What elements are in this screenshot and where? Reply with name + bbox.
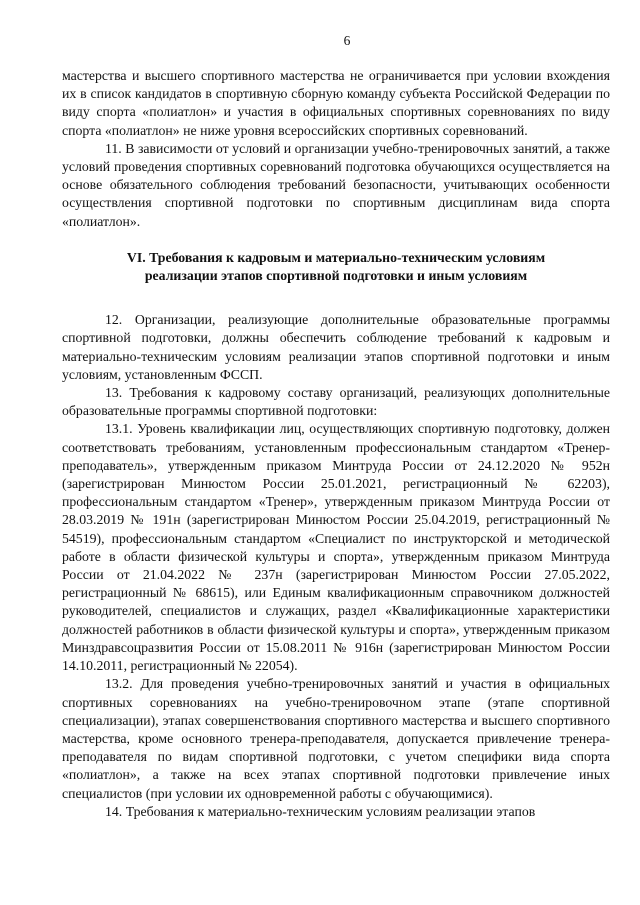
page-number: 6 bbox=[343, 33, 351, 48]
section-heading-line-1: VI. Требования к кадровым и материально-техническим условиям bbox=[126, 249, 546, 265]
section-heading bbox=[62, 249, 610, 285]
paragraph-12: 12. Организации, реализующие дополнительные образовательные программы спортивной подготовки, должны обеспечить соблюдение требований к кадровым и материально-техническим условиям реализации этапов спортивной подготовки и иным условиям, установленным ФССП. bbox=[62, 312, 610, 382]
paragraph-14: 14. Требования к материально-техническим условиям реализации этапов bbox=[105, 803, 536, 819]
section-heading-line-2: реализации этапов спортивной подготовки и иным условиям bbox=[144, 268, 528, 284]
paragraph-11: 11. В зависимости от условий и организации учебно-тренировочных занятий, а также условий проведения спортивных соревнований подготовка обучающихся осуществляется на основе обязательного соблюдения требований безопасности, учитывающих особенности осуществления спортивной подготовки по спортивным дисциплинам вида спорта «полиатлон». bbox=[62, 140, 610, 229]
paragraph-13: 13. Требования к кадровому составу организаций, реализующих дополнительные образовательные программы спортивной подготовки: bbox=[62, 385, 610, 419]
paragraph-13-2: 13.2. Для проведения учебно-тренировочных занятий и участия в официальных спортивных соревнованиях на учебно-тренировочном этапе (этапе спортивной специализации), этапах совершенствования спортивного мастерства и высшего спортивного мастерства, кроме основного тренера-преподавателя, допускается привлечение тренера-преподавателя по видам спортивной подготовки, с учетом специфики вида спорта «полиатлон», а также на всех этапах спортивной подготовки привлечение иных специалистов (при условии их одновременной работы с обучающимися). bbox=[62, 676, 610, 801]
paragraph-continuation: мастерства и высшего спортивного мастерства не ограничивается при условии вхождения их в список кандидатов в спортивную сборную команду субъекта Российской Федерации по виду спорта «полиатлон» и участия в официальных спортивных соревнованиях по виду спорта «полиатлон» не ниже уровня всероссийских спортивных соревнований. bbox=[62, 68, 610, 138]
paragraph-13-1: 13.1. Уровень квалификации лиц, осуществляющих спортивную подготовку, должен соответствовать требованиям, установленным профессиональным стандартом «Тренер-преподаватель», утвержденным приказом Минтруда России от 24.12.2020 № 952н (зарегистрирован Минюстом России 25.01.2021, регистрационный № 62203), профессиональным стандартом «Тренер», утвержденным приказом Минтруда России от 28.03.2019 № 191н (зарегистрирован Минюстом России 25.04.2019, регистрационный № 54519), профессиональным стандартом «Специалист по инструкторской и методической работе в области физической культуры и спорта», утвержденным приказом Минтруда России от 21.04.2022 № 237н (зарегистрирован Минюстом России 27.05.2022, регистрационный № 68615), или Единым квалификационным справочником должностей руководителей, специалистов и служащих, раздел «Квалификационные характеристики должностей работников в области физической культуры и спорта», утвержденным приказом Минздравсоцразвития России от 15.08.2011 № 916н (зарегистрирован Минюстом России 14.10.2011, регистрационный № 22054). bbox=[62, 421, 610, 674]
